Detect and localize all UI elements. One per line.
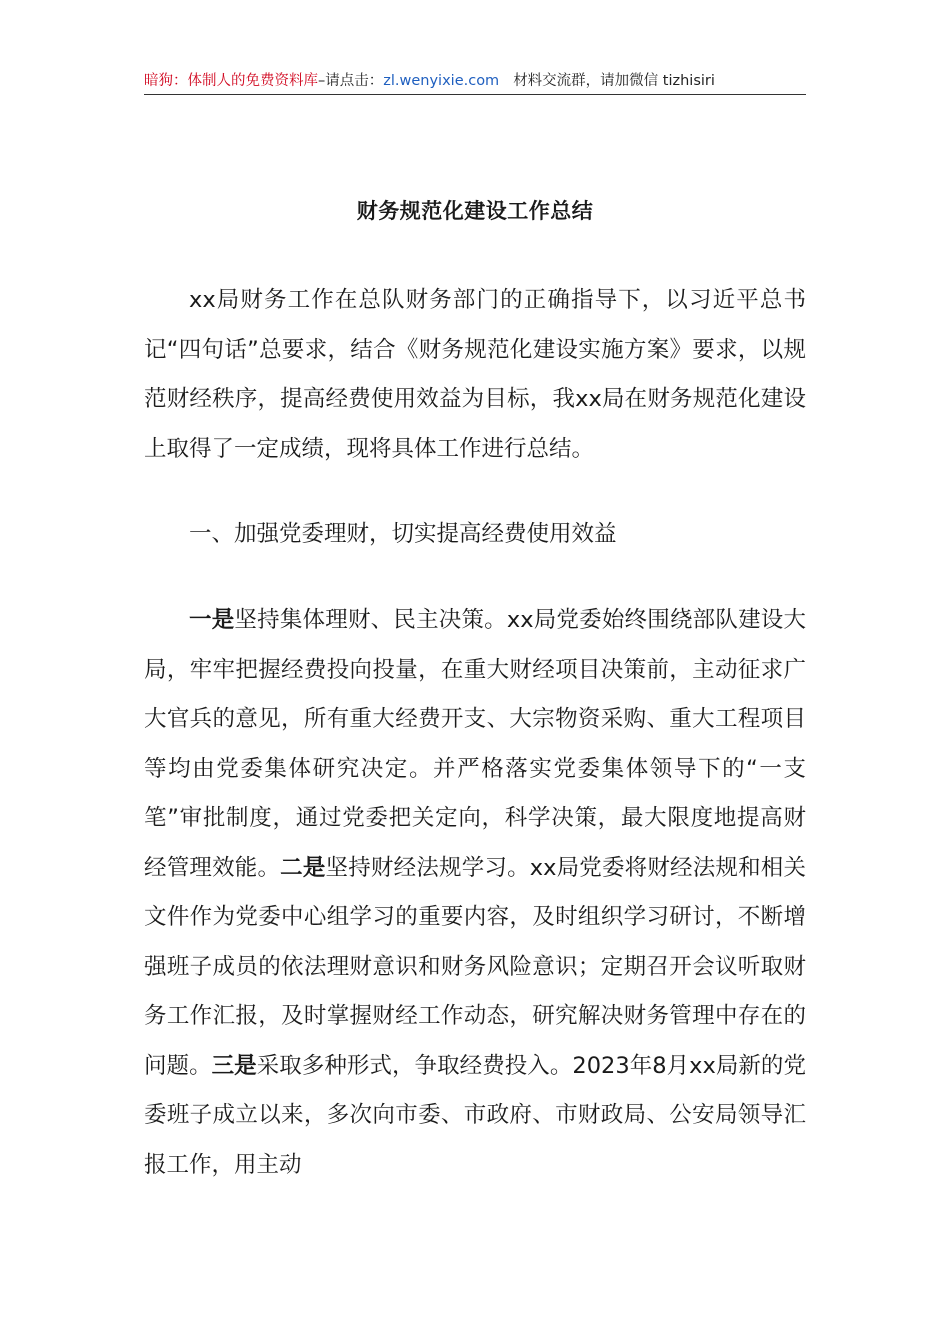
page-header xyxy=(144,70,806,95)
header-prompt: –请点击： xyxy=(318,73,384,89)
lead-point-3: 三是 xyxy=(211,1052,257,1079)
header-site-name: 暗狗：体制人的免费资料库 xyxy=(144,73,318,89)
section-1-body xyxy=(144,596,806,1190)
header-url-link[interactable]: zl.wenyixie.com xyxy=(383,73,500,89)
point-2-text: 坚持财经法规学习。xx局党委将财经法规和相关文件作为党委中心组学习的重要内容，及时组织学习研讨，不断增强班子成员的依法理财意识和财务风险意识；定期召开会议听取财务工作汇报，及时掌握财经工作动态，研究解决财务管理中存在的问题。 xyxy=(144,854,806,1079)
document-title: 财务规范化建设工作总结 xyxy=(356,199,594,223)
point-3-text: 采取多种形式，争取经费投入。2023年8月xx局新的党委班子成立以来，多次向市委、市政府、市财政局、公安局领导汇报工作，用主动 xyxy=(144,1052,806,1178)
header-contact: 材料交流群，请加微信 tizhisiri xyxy=(513,73,715,89)
section-heading-1: 一、加强党委理财，切实提高经费使用效益 xyxy=(189,521,617,547)
lead-point-2: 二是 xyxy=(280,854,326,881)
intro-paragraph: xx局财务工作在总队财务部门的正确指导下，以习近平总书记“四句话”总要求，结合《财务规范化建设实施方案》要求，以规范财经秩序，提高经费使用效益为目标，我xx局在财务规范化建设上取得了一定成绩，现将具体工作进行总结。 xyxy=(144,287,806,462)
lead-point-1: 一是 xyxy=(189,607,235,633)
point-1-text: 坚持集体理财、民主决策。xx局党委始终围绕部队建设大局，牢牢把握经费投向投量，在重大财经项目决策前，主动征求广大官兵的意见，所有重大经费开支、大宗物资采购、重大工程项目等均由党委集体研究决定。并严格落实党委集体领导下的“一支笔”审批制度，通过党委把关定向，科学决策，最大限度地提高财经管理效能。 xyxy=(144,607,806,881)
